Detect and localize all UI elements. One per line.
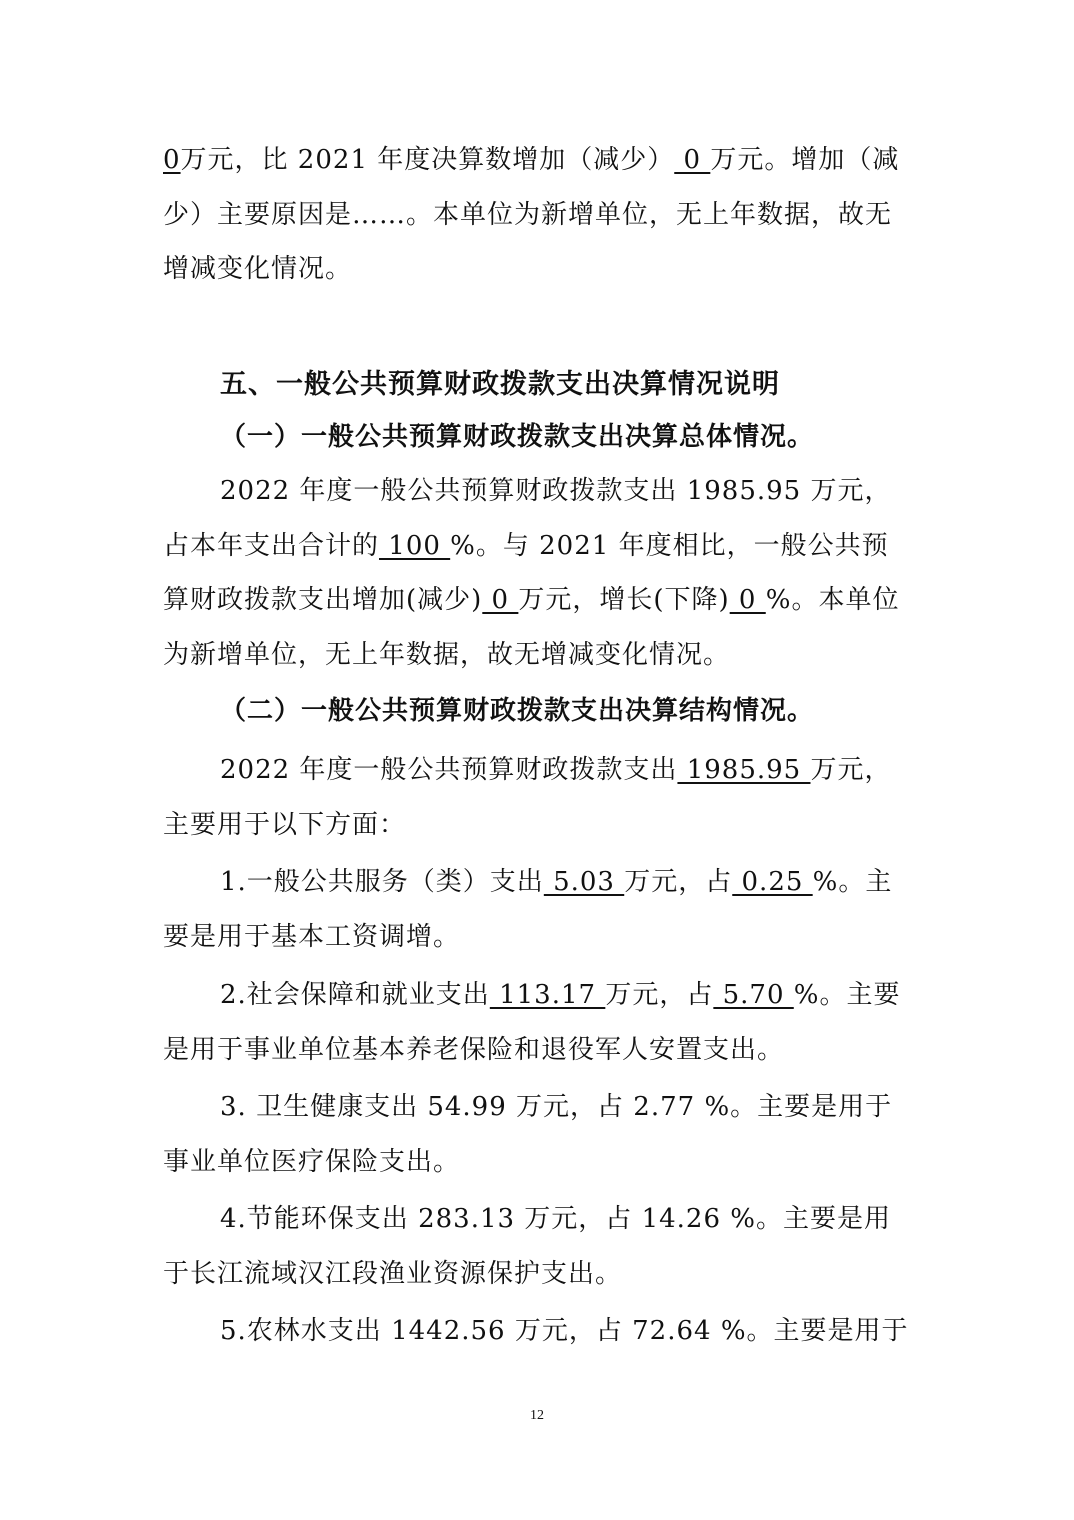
page-number: 12 [530,1408,544,1423]
percent-underlined: 0.25 [732,867,813,897]
percent-underlined: 5.70 [713,980,794,1010]
amount-underlined: 5.03 [543,867,625,897]
subsection-heading-structure: （二）一般公共预算财政拨款支出决算结构情况。 [220,696,815,726]
paragraph-continued: 0万元，比 2021 年度决算数增加（减少） 0 万元。增加（减少）主要原因是……。本单位为新增单位，无上年数据，故无增减变化情况。 [163,145,900,284]
list-item: 2.社会保障和就业支出 113.17 万元，占 5.70 %。主要是用于事业单位基本养老保险和退役军人安置支出。 [163,980,901,1065]
change-amount-underlined: 0 [482,585,519,615]
list-item: 4.节能环保支出 283.13 万元，占 14.26 %。主要是用于长江流域汉江段渔业资源保护支出。 [163,1204,891,1289]
total-amount-underlined: 1985.95 [677,755,811,785]
list-item: 5.农林水支出 1442.56 万元，占 72.64 %。主要是用于 [220,1316,909,1346]
amount-underlined: 113.17 [489,980,606,1010]
amount-underlined: 0 [163,145,181,175]
change-percent-underlined: 0 [729,585,766,615]
list-item: 3. 卫生健康支出 54.99 万元，占 2.77 %。主要是用于事业单位医疗保险支出。 [163,1092,893,1177]
paragraph-overall: 2022 年度一般公共预算财政拨款支出 1985.95 万元，占本年支出合计的 100 %。与 2021 年度相比，一般公共预算财政拨款支出增加(减少) 0 万元，增长(下降) 0 %。本单位为新增单位，无上年数据，故无增减变化情况。 [163,476,900,670]
paragraph-structure: 2022 年度一般公共预算财政拨款支出 1985.95 万元，主要用于以下方面： [163,755,892,840]
subsection-heading-overall: （一）一般公共预算财政拨款支出决算总体情况。 [220,422,815,452]
section-heading: 五、一般公共预算财政拨款支出决算情况说明 [220,369,780,400]
list-item: 1.一般公共服务（类）支出 5.03 万元，占 0.25 %。主要是用于基本工资调增。 [163,867,893,952]
percent-underlined: 100 [379,530,451,561]
change-amount-underlined: 0 [674,145,711,175]
